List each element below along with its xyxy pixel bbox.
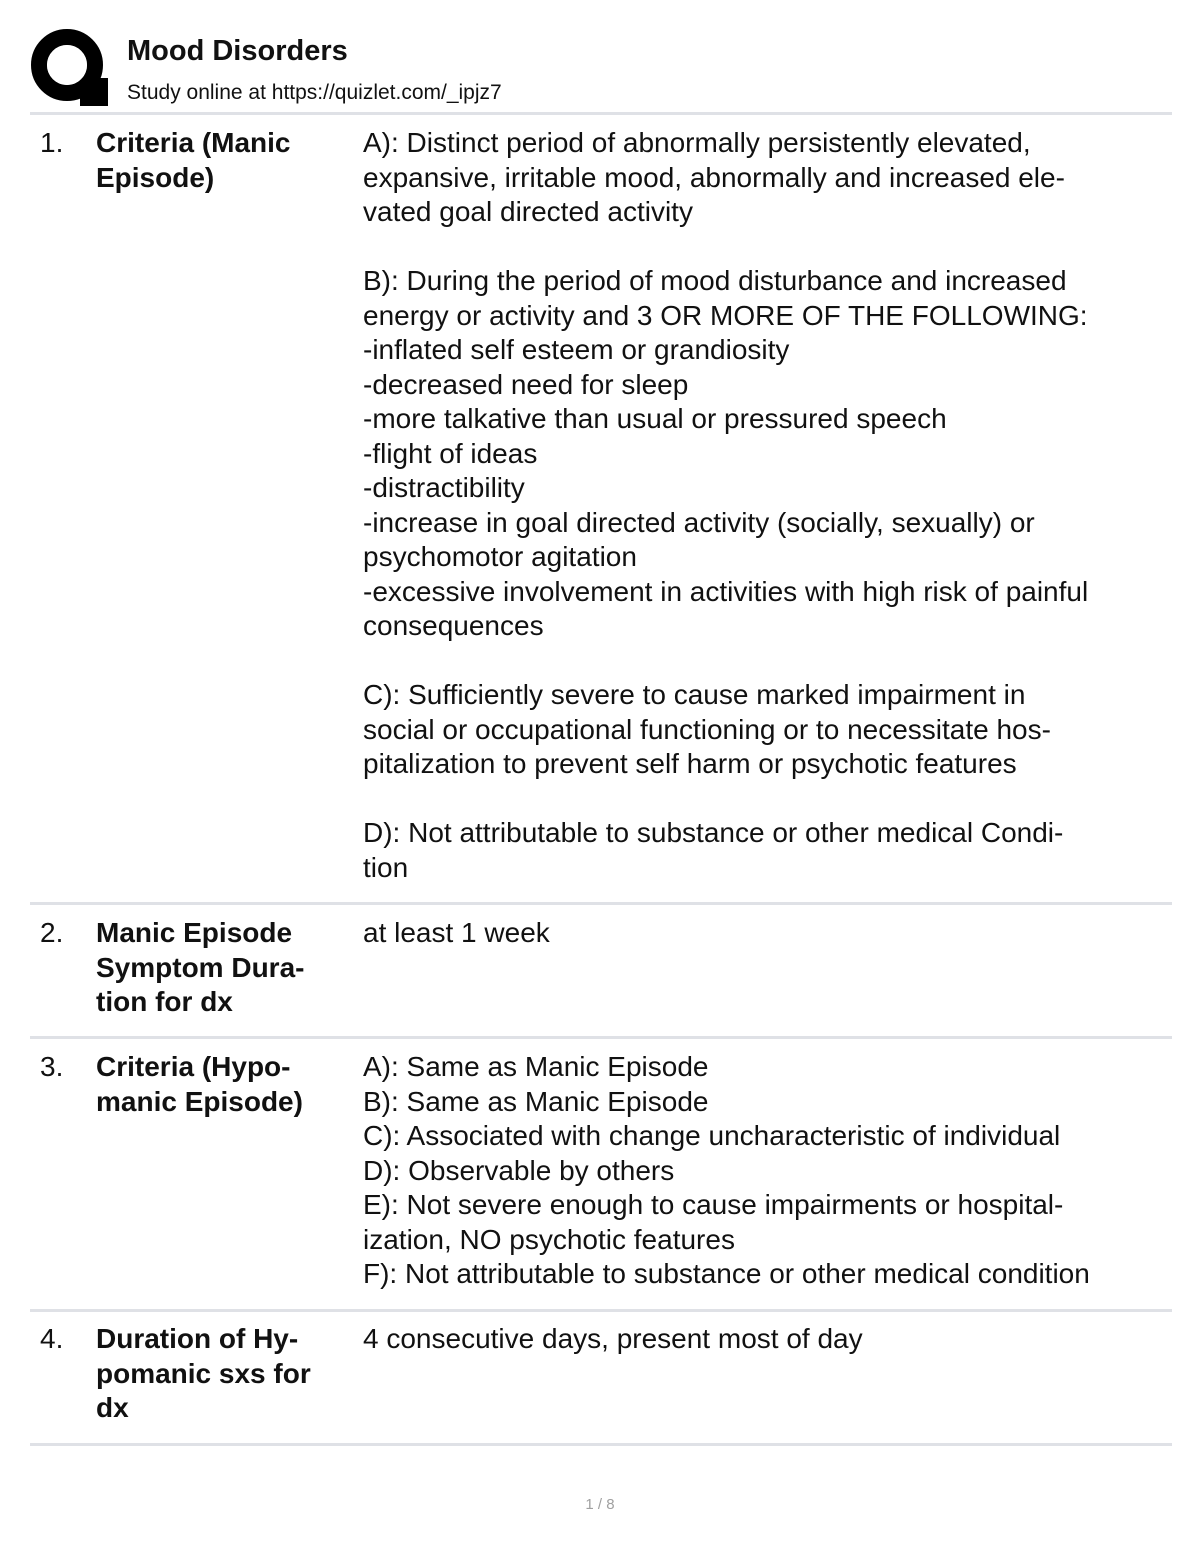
card-number: 3. bbox=[40, 1051, 64, 1082]
term-line: manic Episode) bbox=[96, 1085, 303, 1117]
definition-line: A): Distinct period of abnormally persistently elevated, bbox=[363, 127, 1031, 158]
definition-line: B): During the period of mood disturbance and increased bbox=[363, 265, 1067, 296]
card-number: 4. bbox=[40, 1323, 64, 1354]
document-header bbox=[30, 28, 1172, 112]
definition-line: C): Sufficiently severe to cause marked impairment in bbox=[363, 679, 1026, 710]
card-term bbox=[96, 1322, 346, 1426]
card-number: 2. bbox=[40, 917, 64, 948]
paragraph-gap bbox=[363, 644, 1168, 679]
term-line: Duration of Hy- bbox=[96, 1323, 299, 1354]
definition-line: A): Same as Manic Episode bbox=[363, 1051, 709, 1082]
term-line: Symptom Dura- bbox=[96, 951, 305, 983]
definition-line: -distractibility bbox=[363, 472, 525, 503]
card-divider bbox=[30, 1309, 1172, 1312]
definition-line: -inflated self esteem or grandiosity bbox=[363, 334, 790, 365]
term-line: tion for dx bbox=[96, 986, 233, 1017]
card-divider bbox=[30, 902, 1172, 905]
definition-line: -more talkative than usual or pressured speech bbox=[363, 403, 947, 434]
card-divider bbox=[30, 1443, 1172, 1446]
definition-line: at least 1 week bbox=[363, 917, 550, 948]
card-divider bbox=[30, 1036, 1172, 1039]
definition-line: 4 consecutive days, present most of day bbox=[363, 1323, 863, 1354]
card-term bbox=[96, 1050, 346, 1119]
definition-line: E): Not severe enough to cause impairments or hospital- bbox=[363, 1189, 1064, 1220]
document-title: Mood Disorders bbox=[127, 35, 348, 67]
definition-line: -decreased need for sleep bbox=[363, 368, 689, 400]
term-line: Criteria (Hypo- bbox=[96, 1051, 291, 1082]
definition-line: energy or activity and 3 OR MORE OF THE FOLLOWING: bbox=[363, 299, 1088, 331]
definition-line: B): Same as Manic Episode bbox=[363, 1085, 709, 1117]
card-term bbox=[96, 126, 346, 195]
quizlet-logo-icon bbox=[30, 28, 108, 106]
term-line: pomanic sxs for bbox=[96, 1357, 311, 1389]
definition-line: tion bbox=[363, 851, 409, 883]
definition-line: psychomotor agitation bbox=[363, 541, 637, 572]
term-line: Manic Episode bbox=[96, 917, 293, 948]
card-term bbox=[96, 916, 346, 1020]
card-definition bbox=[363, 126, 1168, 885]
definition-line: C): Associated with change uncharacteristic of individual bbox=[363, 1120, 1061, 1151]
definition-line: pitalization to prevent self harm or psychotic features bbox=[363, 748, 1017, 779]
definition-line: -excessive involvement in activities with high risk of painful bbox=[363, 575, 1089, 607]
definition-line: -increase in goal directed activity (socially, sexually) or bbox=[363, 506, 1035, 538]
paragraph-gap bbox=[363, 782, 1168, 817]
definition-line: consequences bbox=[363, 610, 544, 641]
card-definition bbox=[363, 916, 1168, 951]
definition-line: -flight of ideas bbox=[363, 437, 538, 469]
definition-line: vated goal directed activity bbox=[363, 196, 693, 227]
card-definition bbox=[363, 1322, 1168, 1357]
definition-line: social or occupational functioning or to necessitate hos- bbox=[363, 713, 1051, 745]
definition-line: expansive, irritable mood, abnormally and increased ele- bbox=[363, 161, 1065, 193]
definition-line: F): Not attributable to substance or other medical condition bbox=[363, 1258, 1090, 1289]
page-indicator: 1 / 8 bbox=[585, 1496, 615, 1513]
term-line: dx bbox=[96, 1392, 129, 1423]
header-divider bbox=[30, 112, 1172, 115]
definition-line: ization, NO psychotic features bbox=[363, 1223, 735, 1255]
definition-line: D): Observable by others bbox=[363, 1154, 675, 1186]
term-line: Episode) bbox=[96, 161, 215, 193]
card-number: 1. bbox=[40, 127, 64, 158]
paragraph-gap bbox=[363, 230, 1168, 265]
card-definition bbox=[363, 1050, 1168, 1292]
term-line: Criteria (Manic bbox=[96, 127, 291, 158]
definition-line: D): Not attributable to substance or other medical Condi- bbox=[363, 817, 1064, 848]
study-online-link[interactable]: Study online at https://quizlet.com/_ipjz7 bbox=[127, 81, 502, 104]
